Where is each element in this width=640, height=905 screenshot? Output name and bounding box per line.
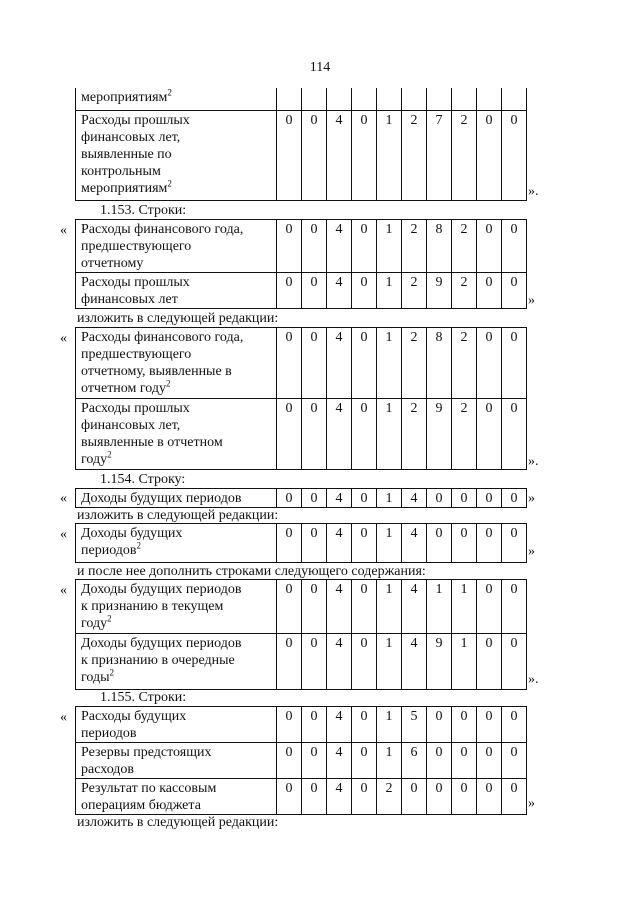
- code-digit: 0: [427, 524, 452, 563]
- closing-quote: ».: [528, 672, 539, 687]
- code-digit: 4: [327, 743, 352, 779]
- code-digit: 2: [452, 220, 477, 273]
- table-row: [76, 328, 527, 399]
- code-digit: 1: [377, 328, 402, 399]
- section-heading: 1.154. Строку:: [100, 472, 186, 487]
- code-digit: 2: [402, 273, 427, 309]
- opening-quote: «: [60, 491, 67, 506]
- code-digit: 1: [377, 707, 402, 743]
- code-digit: 2: [402, 110, 427, 200]
- code-digit: 0: [502, 328, 527, 399]
- code-digit: 0: [277, 110, 302, 200]
- code-digit: 4: [402, 634, 427, 690]
- code-digit: 0: [302, 220, 327, 273]
- code-table: [75, 706, 527, 815]
- code-digit: 0: [352, 707, 377, 743]
- code-digit: 9: [427, 399, 452, 470]
- row-label: Расходы будущих периодов: [76, 707, 277, 743]
- code-table: [75, 523, 527, 563]
- code-digit: 2: [452, 328, 477, 399]
- code-digit: 0: [277, 489, 302, 508]
- row-label: Доходы будущих периодов к признанию в текущем году$^2$: [76, 580, 277, 634]
- row-label: Результат по кассовым операциям бюджета: [76, 779, 277, 815]
- instruction-text: изложить в следующей редакции:: [77, 815, 279, 830]
- code-digit: 0: [277, 743, 302, 779]
- code-digit: 4: [402, 489, 427, 508]
- code-digit: 5: [402, 707, 427, 743]
- table-old-1153: [75, 219, 527, 309]
- code-digit: 0: [277, 524, 302, 563]
- code-digit: 2: [452, 110, 477, 200]
- code-digit: 0: [477, 634, 502, 690]
- code-digit: 0: [477, 707, 502, 743]
- code-digit: 0: [502, 110, 527, 200]
- code-digit: 0: [477, 779, 502, 815]
- code-digit: 0: [502, 399, 527, 470]
- code-digit: 1: [377, 399, 402, 470]
- code-digit: 0: [277, 634, 302, 690]
- code-digit: 0: [277, 779, 302, 815]
- code-digit: 0: [302, 524, 327, 563]
- code-digit: 0: [302, 273, 327, 309]
- code-digit: 4: [327, 328, 352, 399]
- code-digit: 0: [402, 779, 427, 815]
- table-row: [76, 580, 527, 634]
- page-number: 114: [309, 60, 331, 75]
- code-table: [75, 219, 527, 309]
- code-digit: 0: [502, 634, 527, 690]
- code-digit: 4: [327, 580, 352, 634]
- code-digit: 0: [302, 743, 327, 779]
- row-label: Доходы будущих периодов$^2$: [76, 524, 277, 563]
- code-digit: 0: [302, 779, 327, 815]
- code-digit: 0: [352, 489, 377, 508]
- table-row: [76, 399, 527, 470]
- code-digit: 0: [277, 328, 302, 399]
- code-digit: 0: [477, 489, 502, 508]
- code-digit: 0: [302, 328, 327, 399]
- row-label: Расходы прошлых финансовых лет, выявленные в отчетном году$^2$: [76, 399, 277, 470]
- code-digit: 0: [352, 328, 377, 399]
- code-digit: 4: [327, 707, 352, 743]
- code-digit: 0: [427, 707, 452, 743]
- code-digit: 4: [327, 779, 352, 815]
- code-digit: 4: [327, 273, 352, 309]
- code-digit: 2: [402, 328, 427, 399]
- code-digit: 0: [302, 110, 327, 200]
- closing-quote: ».: [528, 184, 539, 199]
- code-digit: 0: [352, 580, 377, 634]
- opening-quote: «: [60, 583, 67, 598]
- code-digit: 1: [427, 580, 452, 634]
- code-digit: 1: [377, 220, 402, 273]
- opening-quote: «: [60, 527, 67, 542]
- code-digit: 9: [427, 634, 452, 690]
- code-digit: 0: [427, 779, 452, 815]
- row-label: Доходы будущих периодов: [76, 489, 277, 508]
- code-digit: 2: [377, 779, 402, 815]
- code-digit: 0: [502, 524, 527, 563]
- row-label: мероприятиям$^2$: [76, 88, 277, 110]
- code-digit: 0: [502, 489, 527, 508]
- code-digit: 2: [452, 399, 477, 470]
- code-digit: 0: [477, 328, 502, 399]
- code-digit: 1: [377, 580, 402, 634]
- code-digit: 0: [502, 580, 527, 634]
- closing-quote: »: [528, 293, 535, 308]
- opening-quote: «: [60, 710, 67, 725]
- closing-quote: »: [528, 544, 535, 559]
- row-label: Доходы будущих периодов к признанию в очередные годы$^2$: [76, 634, 277, 690]
- code-digit: 0: [427, 743, 452, 779]
- code-digit: 2: [402, 220, 427, 273]
- code-digit: 0: [477, 220, 502, 273]
- table-row: [76, 88, 527, 110]
- code-digit: 4: [327, 524, 352, 563]
- code-table: [75, 579, 527, 690]
- closing-quote: ».: [528, 454, 539, 469]
- code-digit: 0: [302, 634, 327, 690]
- code-digit: 1: [452, 634, 477, 690]
- table-row: [76, 220, 527, 273]
- opening-quote: «: [60, 331, 67, 346]
- closing-quote: »: [528, 796, 535, 811]
- code-digit: 4: [327, 489, 352, 508]
- code-digit: 0: [502, 220, 527, 273]
- code-table: [75, 88, 527, 201]
- section-heading: 1.153. Строки:: [100, 203, 187, 218]
- code-digit: 0: [502, 273, 527, 309]
- closing-quote: »: [528, 491, 535, 506]
- code-digit: 0: [302, 489, 327, 508]
- table-row: [76, 634, 527, 690]
- code-digit: 0: [352, 110, 377, 200]
- code-digit: 0: [502, 707, 527, 743]
- instruction-text: изложить в следующей редакции:: [77, 311, 279, 326]
- row-label: Расходы прошлых финансовых лет, выявленные по контрольным мероприятиям$^2$: [76, 110, 277, 200]
- code-digit: 0: [352, 399, 377, 470]
- code-digit: 4: [327, 220, 352, 273]
- table-added-1154: [75, 579, 527, 690]
- code-digit: 0: [302, 399, 327, 470]
- code-digit: 0: [302, 580, 327, 634]
- table-row: [76, 273, 527, 309]
- code-digit: 1: [377, 743, 402, 779]
- code-digit: 9: [427, 273, 452, 309]
- code-digit: 0: [277, 580, 302, 634]
- opening-quote: «: [60, 223, 67, 238]
- code-digit: 0: [277, 273, 302, 309]
- code-digit: 0: [452, 524, 477, 563]
- table-new-1154: [75, 523, 527, 563]
- table-row: [76, 707, 527, 743]
- table-old-1154: [75, 488, 527, 508]
- code-digit: 0: [477, 743, 502, 779]
- instruction-text: изложить в следующей редакции:: [77, 508, 279, 523]
- code-digit: 1: [377, 110, 402, 200]
- code-digit: 0: [352, 273, 377, 309]
- code-digit: 0: [277, 220, 302, 273]
- code-digit: 6: [402, 743, 427, 779]
- table-continued: [75, 88, 527, 201]
- code-table: [75, 488, 527, 508]
- code-digit: 1: [377, 489, 402, 508]
- row-label: Расходы финансового года, предшествующего отчетному, выявленные в отчетном году$^2$: [76, 328, 277, 399]
- table-row: [76, 779, 527, 815]
- code-digit: 0: [502, 779, 527, 815]
- code-digit: 4: [327, 399, 352, 470]
- row-label: Резервы предстоящих расходов: [76, 743, 277, 779]
- code-digit: 0: [352, 779, 377, 815]
- code-digit: 8: [427, 220, 452, 273]
- table-row: [76, 743, 527, 779]
- code-digit: 2: [402, 399, 427, 470]
- row-label: Расходы прошлых финансовых лет: [76, 273, 277, 309]
- table-row: [76, 489, 527, 508]
- code-digit: 0: [477, 580, 502, 634]
- table-row: [76, 110, 527, 200]
- code-digit: 0: [452, 779, 477, 815]
- code-digit: 2: [452, 273, 477, 309]
- code-digit: 1: [452, 580, 477, 634]
- code-digit: 0: [502, 743, 527, 779]
- code-digit: 0: [452, 743, 477, 779]
- code-digit: 4: [327, 634, 352, 690]
- code-digit: 7: [427, 110, 452, 200]
- table-row: [76, 524, 527, 563]
- table-new-1153: [75, 327, 527, 470]
- table-old-1155: [75, 706, 527, 815]
- code-digit: 0: [302, 707, 327, 743]
- code-digit: 0: [352, 634, 377, 690]
- code-digit: 1: [377, 273, 402, 309]
- code-digit: 4: [327, 110, 352, 200]
- code-digit: 0: [477, 524, 502, 563]
- code-digit: 0: [452, 489, 477, 508]
- section-heading: 1.155. Строки:: [100, 690, 187, 705]
- code-digit: 0: [477, 110, 502, 200]
- code-digit: 1: [377, 634, 402, 690]
- code-table: [75, 327, 527, 470]
- row-label: Расходы финансового года, предшествующего отчетному: [76, 220, 277, 273]
- code-digit: 0: [277, 399, 302, 470]
- code-digit: 0: [352, 743, 377, 779]
- code-digit: 0: [477, 273, 502, 309]
- code-digit: 0: [352, 220, 377, 273]
- code-digit: 4: [402, 580, 427, 634]
- code-digit: 0: [352, 524, 377, 563]
- code-digit: 4: [402, 524, 427, 563]
- code-digit: 1: [377, 524, 402, 563]
- code-digit: 0: [477, 399, 502, 470]
- code-digit: 0: [277, 707, 302, 743]
- code-digit: 8: [427, 328, 452, 399]
- code-digit: 0: [452, 707, 477, 743]
- code-digit: 0: [427, 489, 452, 508]
- instruction-text: и после нее дополнить строками следующего содержания:: [77, 564, 426, 579]
